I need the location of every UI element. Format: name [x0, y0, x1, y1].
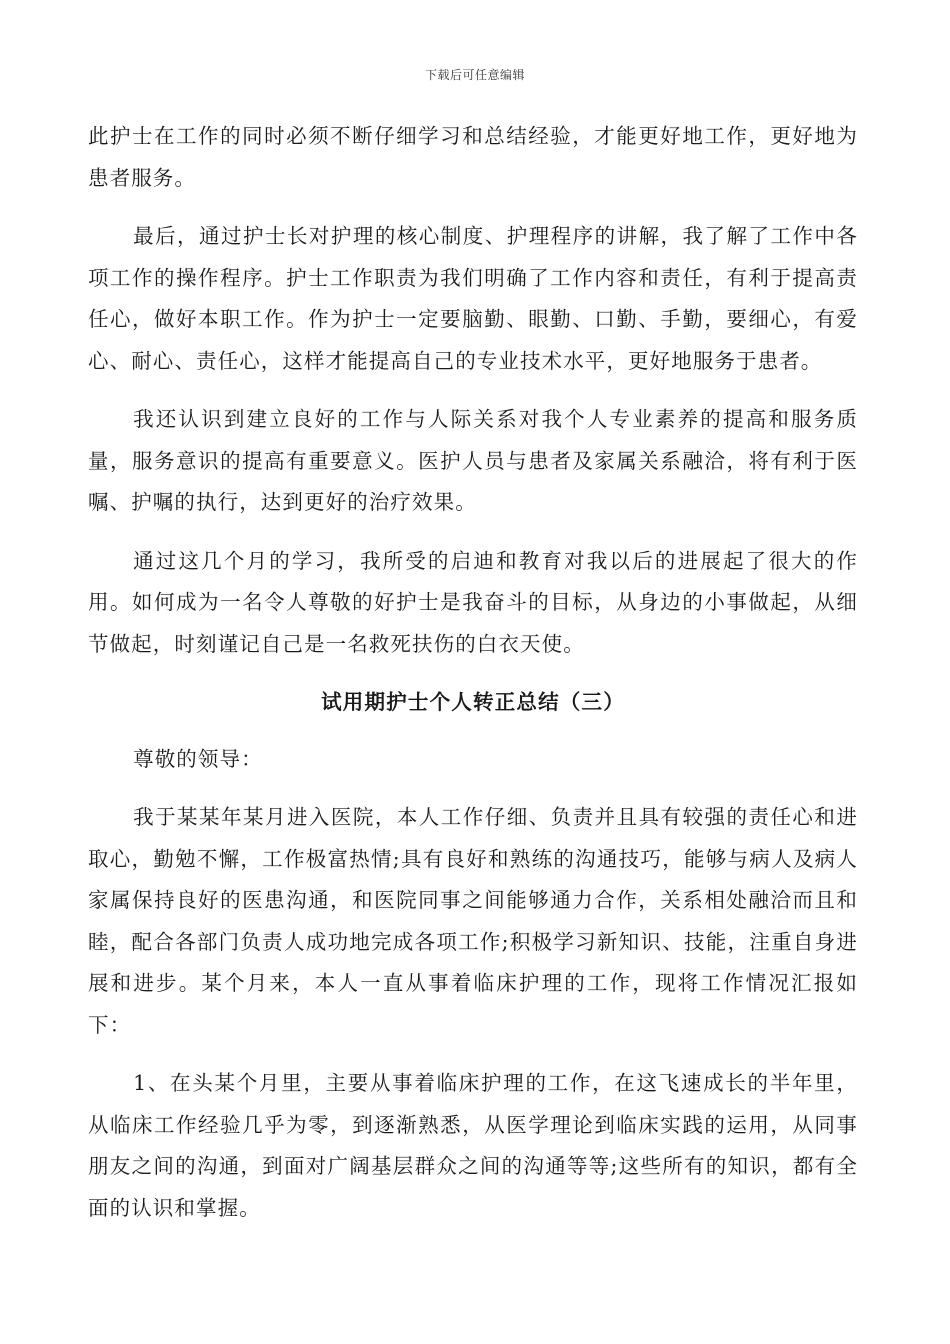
- document-body: [88, 116, 858, 1246]
- salutation: 尊敬的领导：: [133, 746, 263, 771]
- paragraph-conclusion: 通过这几个月的学习，我所受的启迪和教育对我以后的进展起了很大的作用。如何成为一名令人尊敬的好护士是我奋斗的目标，从身边的小事做起，从细节做起，时刻谨记自己是一名救死扶伤的白衣天使。: [88, 548, 858, 656]
- page-header: 下载后可任意编辑: [424, 68, 525, 82]
- paragraph-introduction: 我于某某年某月进入医院，本人工作仔细、负责并且具有较强的责任心和进取心，勤勉不懈，工作极富热情;具有良好和熟练的沟通技巧，能够与病人及病人家属保持良好的医患沟通，和医院同事之间能够通力合作，关系相处融洽而且和睦，配合各部门负责人成功地完成各项工作;积极学习新知识、技能，注重自身进展和进步。某个月来，本人一直从事着临床护理的工作，现将工作情况汇报如下：: [88, 805, 858, 1037]
- paragraph-item-1: 1、在头某个月里，主要从事着临床护理的工作，在这飞速成长的半年里，从临床工作经验几乎为零，到逐渐熟悉，从医学理论到临床实践的运用，从同事朋友之间的沟通，到面对广阔基层群众之间的沟通等等;这些所有的知识，都有全面的认识和掌握。: [88, 1071, 858, 1220]
- paragraph-continuation: 此护士在工作的同时必须不断仔细学习和总结经验，才能更好地工作，更好地为患者服务。: [88, 124, 858, 190]
- paragraph-relationships: 我还认识到建立良好的工作与人际关系对我个人专业素养的提高和服务质量，服务意识的提高有重要意义。医护人员与患者及家属关系融洽，将有利于医嘱、护嘱的执行，达到更好的治疗效果。: [88, 407, 858, 514]
- paragraph-core-system: 最后，通过护士长对护理的核心制度、护理程序的讲解，我了解了工作中各项工作的操作程序。护士工作职责为我们明确了工作内容和责任，有利于提高责任心，做好本职工作。作为护士一定要脑勤、眼勤、口勤、手勤，要细心，有爱心、耐心、责任心，这样才能提高自己的专业技术水平，更好地服务于患者。: [88, 224, 858, 373]
- section-heading: 试用期护士个人转正总结（三）: [321, 690, 625, 714]
